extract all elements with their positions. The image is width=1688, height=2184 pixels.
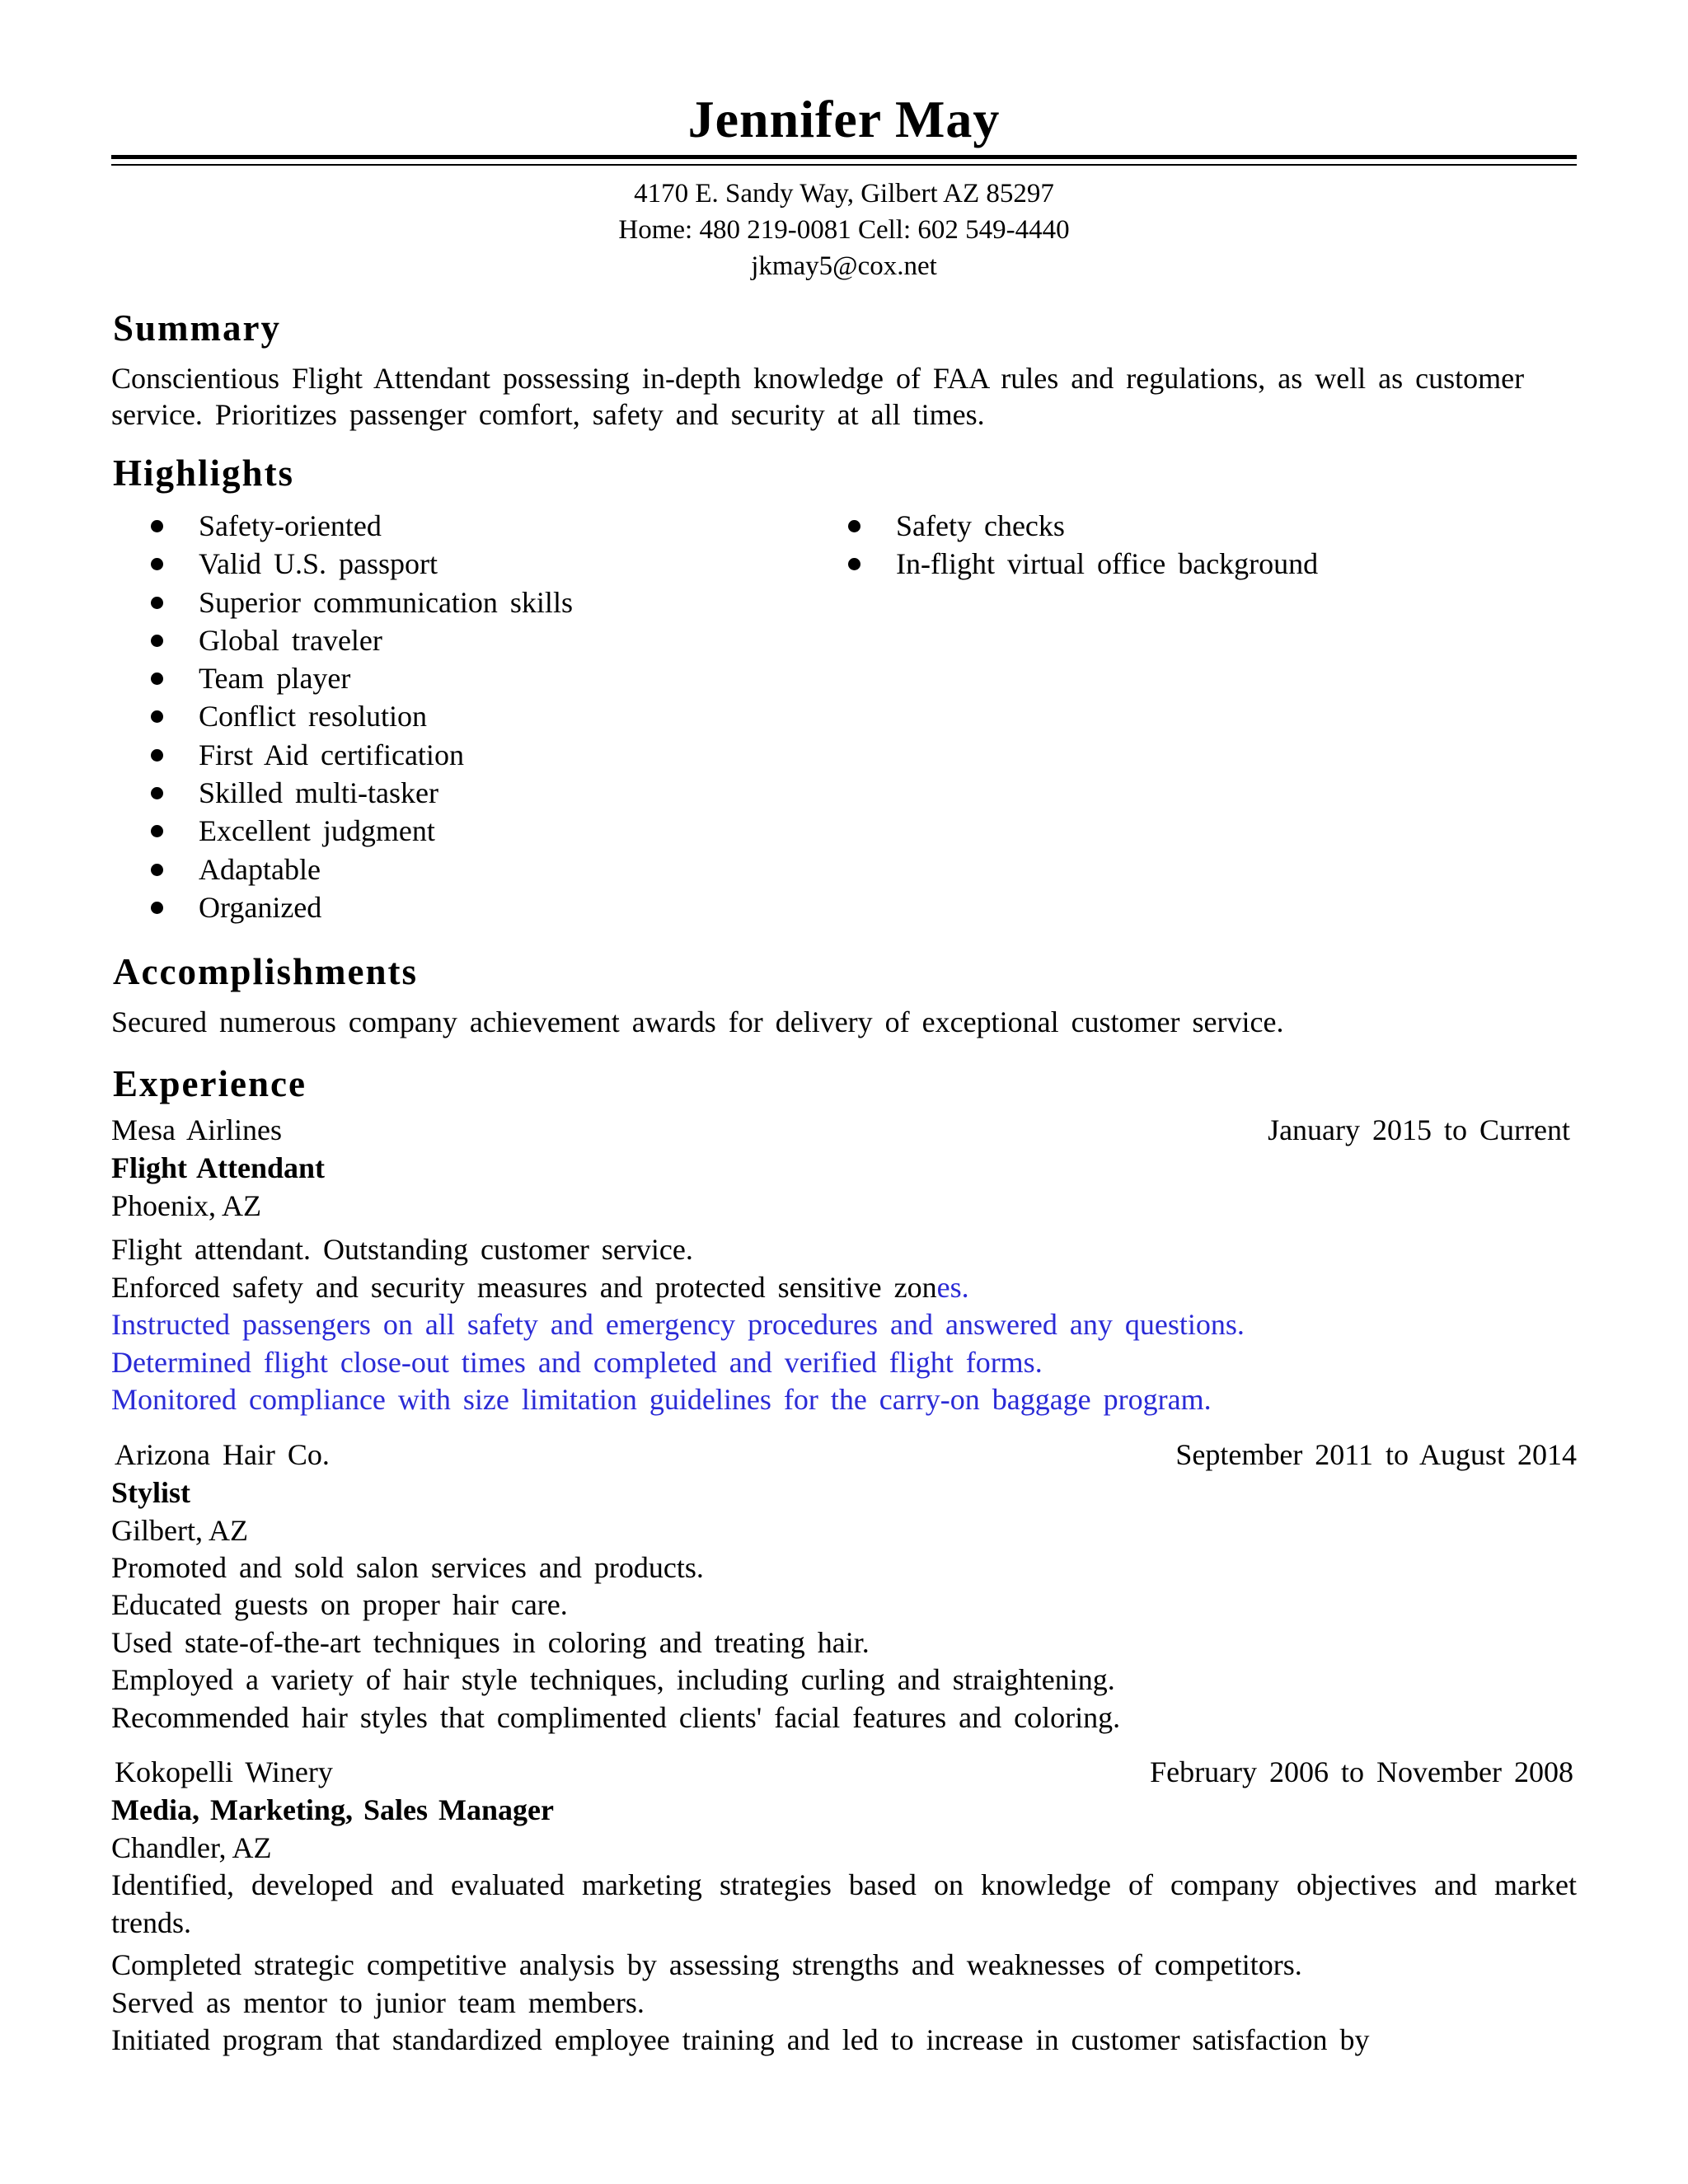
job-duty (111, 1381, 1577, 1419)
job-duty: Promoted and sold salon services and products. (111, 1550, 704, 1584)
job-duty: Completed strategic competitive analysis by assessing strengths and weaknesses of competitors. (111, 1948, 1302, 1982)
job-duty: Recommended hair styles that complimented clients' facial features and coloring. (111, 1700, 1121, 1734)
summary-heading: Summary (113, 307, 281, 349)
job-title: Stylist (111, 1475, 191, 1509)
job-duty-part-highlighted: es. (936, 1270, 969, 1304)
highlight-item: Organized (151, 888, 848, 926)
highlight-item: Safety checks (848, 507, 1318, 545)
highlights-column-right (848, 507, 1318, 926)
job-duty-part: Enforced safety and security measures and protected sensitive zon (111, 1270, 937, 1304)
job-duty: Flight attendant. Outstanding customer service. (111, 1233, 693, 1267)
highlight-item: Team player (151, 659, 848, 697)
highlights-heading: Highlights (113, 452, 295, 494)
candidate-name: Jennifer May (687, 90, 1001, 148)
contact-address: 4170 E. Sandy Way, Gilbert AZ 85297 (634, 179, 1054, 209)
job-dates: February 2006 to November 2008 (1150, 1755, 1573, 1789)
highlight-item: Global traveler (151, 621, 848, 659)
job-duty-part-highlighted: Monitored compliance with size limitation guidelines for the carry-on baggage program. (111, 1383, 1212, 1417)
header-rule-thick (111, 155, 1577, 159)
job-location: Chandler, AZ (111, 1831, 272, 1865)
highlight-item: Safety-oriented (151, 507, 848, 545)
highlight-item: Adaptable (151, 851, 848, 888)
accomplishments-text: Secured numerous company achievement awards for delivery of exceptional customer service. (111, 1005, 1284, 1039)
job-company: Mesa Airlines (111, 1113, 282, 1147)
highlights-column-left (151, 507, 848, 926)
job-entry (111, 1436, 1577, 1737)
job-title: Media, Marketing, Sales Manager (111, 1793, 554, 1827)
highlight-item: Excellent judgment (151, 812, 848, 850)
contact-email: jkmay5@cox.net (751, 251, 937, 281)
highlight-item: Skilled multi-tasker (151, 774, 848, 812)
contact-block (111, 176, 1577, 284)
job-header (111, 1111, 1577, 1149)
job-duty: Instructed passengers on all safety and emergency procedures and answered any questions. (111, 1308, 1245, 1342)
job-duty (111, 1269, 1577, 1307)
job-duty: Employed a variety of hair style techniques, including curling and straightening. (111, 1663, 1115, 1697)
job-company: Arizona Hair Co. (115, 1437, 330, 1471)
job-entry (111, 1753, 1577, 2060)
job-location: Phoenix, AZ (111, 1189, 262, 1223)
job-duty: Served as mentor to junior team members. (111, 1985, 645, 2019)
accomplishments-heading: Accomplishments (113, 951, 418, 993)
highlight-item: In-flight virtual office background (848, 545, 1318, 583)
experience-heading: Experience (113, 1063, 307, 1105)
contact-phones: Home: 480 219-0081 Cell: 602 549-4440 (618, 215, 1070, 245)
summary-text: Conscientious Flight Attendant possessing in-depth knowledge of FAA rules and regulations, as well as customer service. Prioritizes passenger comfort, safety and security at all times. (111, 362, 1525, 431)
job-duty: Determined flight close-out times and completed and verified flight forms. (111, 1345, 1043, 1379)
job-location: Gilbert, AZ (111, 1513, 248, 1547)
job-duty: Initiated program that standardized employee training and led to increase in customer satisfaction by (111, 2023, 1370, 2057)
job-dates: January 2015 to Current (1268, 1113, 1570, 1147)
job-duty: Educated guests on proper hair care. (111, 1588, 568, 1622)
highlight-item: First Aid certification (151, 736, 848, 774)
highlights-list (111, 507, 1577, 926)
header-rule-thin (111, 164, 1577, 166)
job-title: Flight Attendant (111, 1151, 326, 1185)
job-company: Kokopelli Winery (115, 1755, 333, 1789)
job-header (111, 1436, 1577, 1474)
job-header (111, 1753, 1577, 1791)
job-entry (111, 1111, 1577, 1419)
job-duty: Identified, developed and evaluated marketing strategies based on knowledge of company objectives and market trends. (111, 1868, 1577, 1939)
job-duty: Used state-of-the-art techniques in coloring and treating hair. (111, 1625, 870, 1659)
highlight-item: Superior communication skills (151, 583, 848, 621)
highlight-item: Valid U.S. passport (151, 545, 848, 583)
job-dates: September 2011 to August 2014 (1175, 1437, 1577, 1471)
highlight-item: Conflict resolution (151, 697, 848, 735)
